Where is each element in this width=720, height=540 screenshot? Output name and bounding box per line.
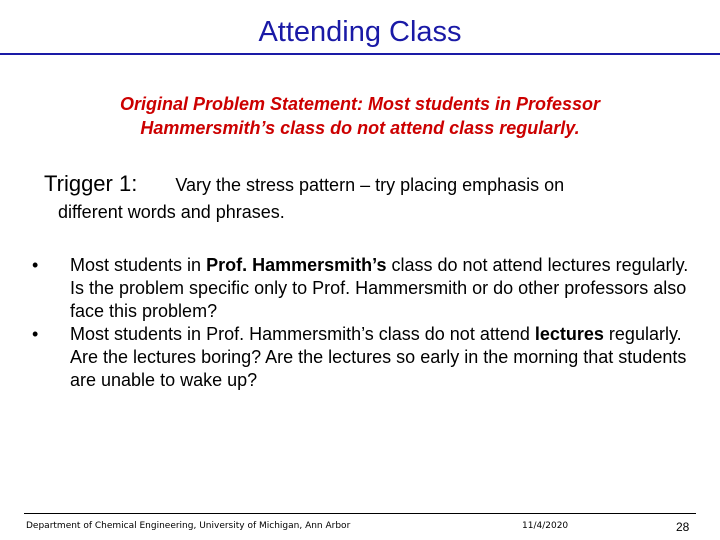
bullet-dot-icon: • [32, 324, 39, 344]
trigger-line [44, 170, 564, 199]
problem-line-1: Original Problem Statement: Most students in Professor [119, 94, 601, 114]
trigger-text-continued: different words and phrases. [58, 202, 285, 222]
problem-line-2: Hammersmith’s class do not attend class regularly. [140, 118, 580, 138]
bullet-text-after: regularly. Are the lectures boring? Are the lectures so early in the morning that students are unable to wake up? [70, 324, 687, 390]
trigger-text: Vary the stress pattern – try placing emphasis on [175, 175, 565, 195]
bullet-list [30, 254, 690, 392]
bullet-text-bold: lectures [534, 324, 604, 344]
page-number: 28 [676, 520, 690, 534]
title-underline [0, 53, 720, 55]
bullet-text-bold: Prof. Hammersmith’s [206, 255, 387, 275]
footer-date: 11/4/2020 [522, 521, 569, 531]
problem-statement [60, 92, 660, 140]
bullet-text-after: class do not attend lectures regularly. Is the problem specific only to Prof. Hammersmith or do other professors also face this problem? [70, 255, 689, 321]
bullet-text-before: Most students in Prof. Hammersmith’s class do not attend [70, 324, 535, 344]
bullet-text-before: Most students in [70, 255, 207, 275]
footer-divider [24, 513, 696, 514]
bullet-item [30, 323, 690, 392]
footer-department: Department of Chemical Engineering, University of Michigan, Ann Arbor [26, 521, 351, 531]
bullet-item [30, 254, 690, 323]
bullet-dot-icon: • [32, 255, 39, 275]
slide-title: Attending Class [258, 16, 462, 48]
trigger-label: Trigger 1: [44, 171, 138, 196]
